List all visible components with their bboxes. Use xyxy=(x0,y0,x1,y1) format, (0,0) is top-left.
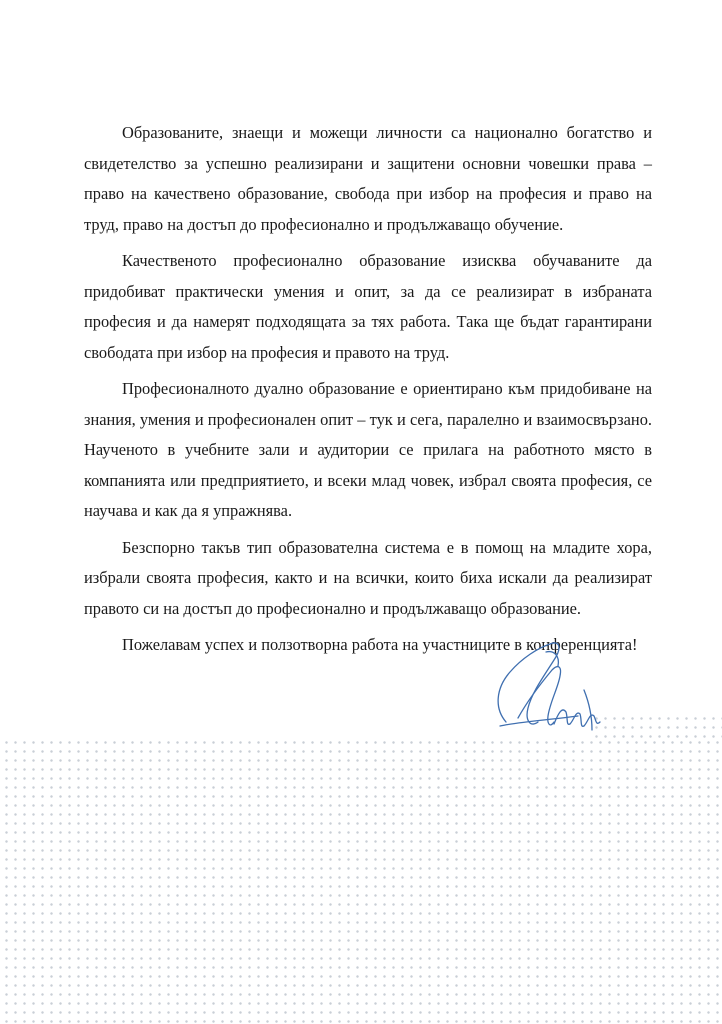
paragraph-1: Образованите, знаещи и можещи личности са национално богатство и свидетелство за успешно реализирани и защитени основни човешки права – право на качествено образование, свобода при избор на професия и право на труд, право на достъп до професионално и продължаващо обучение. xyxy=(84,123,652,234)
paragraph-3: Професионалното дуално образование е ориентирано към придобиване на знания, умения и професионален опит – тук и сега, паралелно и взаимосвързано. Наученото в учебните зали и аудитории се прилага на работното място в компанията или предприятието, и всеки млад човек, избрал своята професия, се научава и как да я упражнява. xyxy=(84,379,652,520)
handwritten-signature xyxy=(488,630,618,740)
paragraph-5: Пожелавам успех и ползотворна работа на участниците в конференцията! xyxy=(122,635,638,654)
paragraph-4: Безспорно такъв тип образователна система е в помощ на младите хора, избрали своята професия, както и на всички, които биха искали да реализират правото си на достъп до професионално и продължаващо образование. xyxy=(84,537,652,618)
dot-pattern-background xyxy=(0,736,722,1024)
letter-body xyxy=(84,118,652,667)
paragraph-2: Качественото професионално образование изисква обучаваните да придобиват практически умения и опит, за да се реализират в избраната професия и да намерят подходящата за тях работа. Така ще бъдат гарантирани свободата при избор на професия и правото на труд. xyxy=(84,251,652,362)
